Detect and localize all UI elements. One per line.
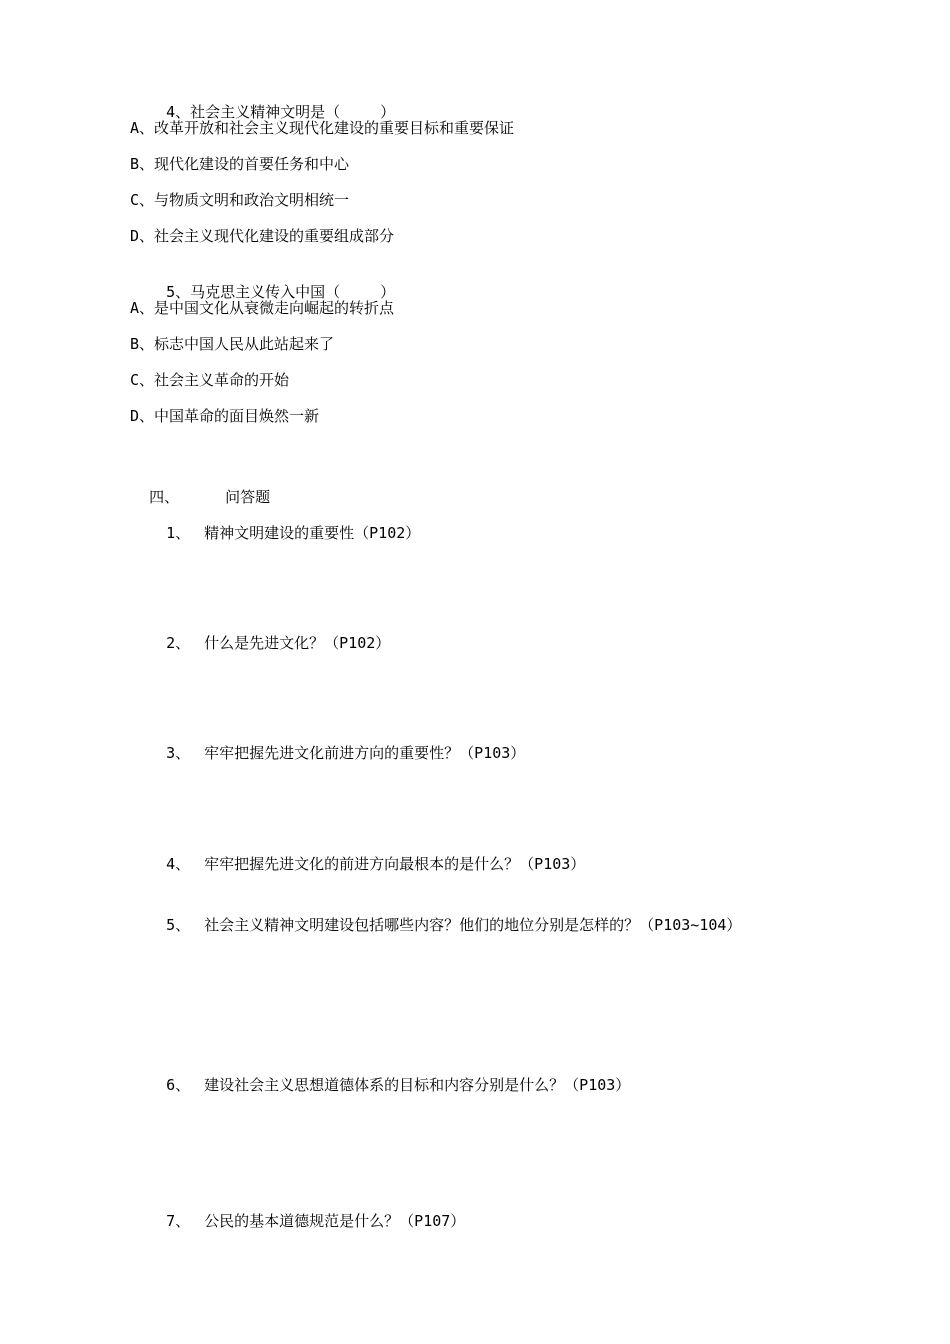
question-3: [130, 723, 525, 783]
question-3-text: 牢牢把握先进文化前进方向的重要性？（P103）: [204, 744, 526, 762]
question-4-number: 4、: [166, 855, 191, 873]
mc-question-5-close: ）: [380, 283, 396, 301]
question-6-text: 建设社会主义思想道德体系的目标和内容分别是什么？（P103）: [204, 1076, 631, 1094]
mc-question-5-option-b: B、标志中国人民从此站起来了: [130, 335, 335, 353]
question-3-number: 3、: [166, 744, 191, 762]
question-7-text: 公民的基本道德规范是什么？（P107）: [204, 1212, 466, 1230]
question-1-number: 1、: [166, 524, 191, 542]
mc-question-4-option-c: C、与物质文明和政治文明相统一: [130, 191, 350, 209]
mc-question-4-close: ）: [380, 103, 396, 121]
question-4: [130, 834, 585, 894]
mc-question-4-stem: 4、社会主义精神文明是（: [166, 103, 341, 121]
question-4-text: 牢牢把握先进文化的前进方向最根本的是什么？（P103）: [204, 855, 586, 873]
mc-question-5-option-d: D、中国革命的面目焕然一新: [130, 407, 320, 425]
mc-question-5-stem: 5、马克思主义传入中国（: [166, 283, 341, 301]
question-6: [130, 1055, 630, 1115]
question-7: [130, 1191, 465, 1251]
section-number: 四、: [149, 488, 180, 506]
question-1: [130, 503, 420, 563]
question-6-number: 6、: [166, 1076, 191, 1094]
question-1-text: 精神文明建设的重要性（P102）: [204, 524, 421, 542]
section-title: 问答题: [225, 488, 271, 506]
question-2: [130, 613, 390, 673]
question-5: [130, 895, 741, 955]
question-5-number: 5、: [166, 916, 191, 934]
question-2-text: 什么是先进文化？（P102）: [204, 634, 391, 652]
question-5-text: 社会主义精神文明建设包括哪些内容？他们的地位分别是怎样的？（P103~104）: [204, 916, 742, 934]
mc-question-5-option-c: C、社会主义革命的开始: [130, 371, 290, 389]
question-2-number: 2、: [166, 634, 191, 652]
mc-question-4-option-d: D、社会主义现代化建设的重要组成部分: [130, 227, 395, 245]
question-7-number: 7、: [166, 1212, 191, 1230]
mc-question-4-option-a: A、改革开放和社会主义现代化建设的重要目标和重要保证: [130, 119, 515, 137]
mc-question-5-option-a: A、是中国文化从衰微走向崛起的转折点: [130, 299, 395, 317]
mc-question-4-option-b: B、现代化建设的首要任务和中心: [130, 155, 350, 173]
